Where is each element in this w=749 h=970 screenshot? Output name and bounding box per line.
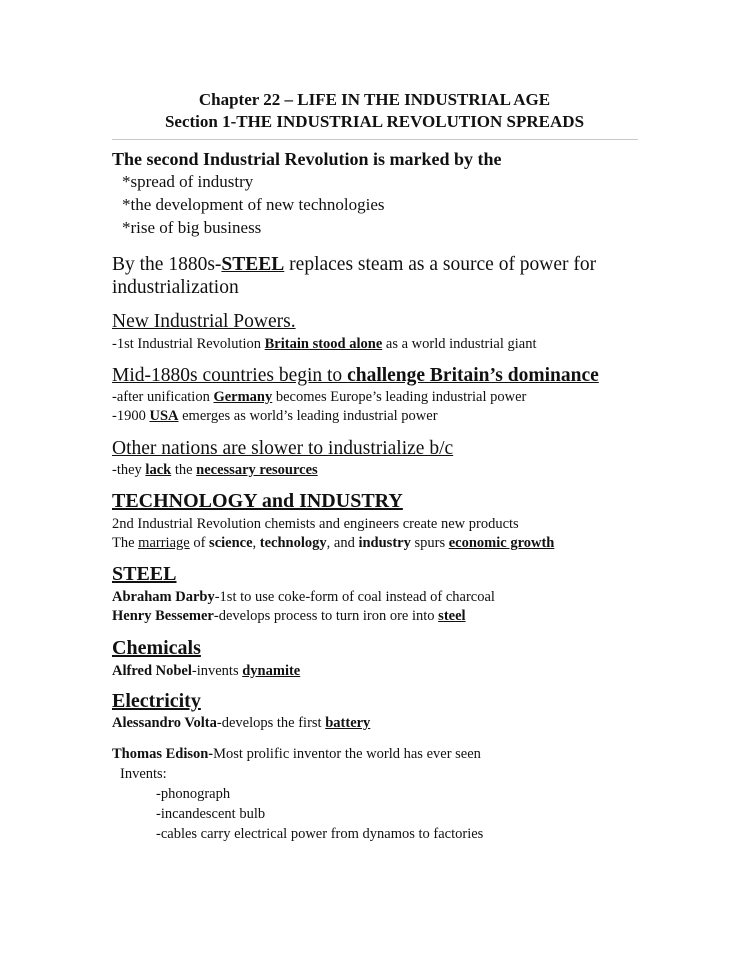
tech-comma: , [252,535,260,551]
dynamite-keyword: dynamite [242,663,301,679]
economic-growth-keyword: economic growth [448,535,555,551]
tech-and: , and [326,535,359,551]
nobel-text: -invents [191,663,243,679]
germany-line [112,389,526,406]
electricity-heading: Electricity [112,690,201,712]
usa-post: emerges as world’s leading industrial power [178,408,438,424]
germany-pre: -after unification [112,389,214,405]
germany-keyword: Germany [213,389,273,405]
mid1880s-heading-pre: Mid-1880s countries begin to [112,365,348,386]
edison-name: Thomas Edison- [112,746,214,762]
volta-line [112,715,370,732]
bessemer-name: Henry Bessemer [112,608,214,624]
other-nations-pre: -they [112,462,146,478]
steel-keyword-2: steel [438,608,466,624]
other-nations-heading: Other nations are slower to industrialize b/c [112,438,454,459]
usa-line [112,408,438,425]
chemicals-heading: Chemicals [112,637,201,659]
resources-keyword: necessary resources [196,462,318,478]
steel-paragraph-line1 [112,254,596,276]
science-keyword: science [209,535,253,551]
other-nations-mid: the [171,462,197,478]
edison-line [112,746,481,763]
tech-pre: The [112,535,139,551]
technology-line1: 2nd Industrial Revolution chemists and engineers create new products [112,516,519,532]
lack-keyword: lack [145,462,172,478]
britain-keyword: Britain stood alone [264,336,383,352]
technology-heading: TECHNOLOGY and INDUSTRY [112,490,403,512]
intro-heading: The second Industrial Revolution is marked by the [112,149,502,169]
usa-pre: -1900 [112,408,150,424]
volta-name: Alessandro Volta [112,715,217,731]
new-powers-post: as a world industrial giant [382,336,537,352]
nobel-name: Alfred Nobel [112,663,192,679]
steel-para-post: replaces steam as a source of power for [284,254,597,275]
mid1880s-heading [112,365,599,387]
germany-post: becomes Europe’s leading industrial power [272,389,527,405]
invention-item: -phonograph [156,786,231,802]
industry-keyword: industry [358,535,411,551]
section-title: Section 1-THE INDUSTRIAL REVOLUTION SPREADS [164,112,585,131]
intro-item: *spread of industry [122,172,254,191]
darby-name: Abraham Darby [112,589,215,605]
intro-item: *the development of new technologies [122,195,385,214]
steel-paragraph-line2: industrialization [112,277,239,298]
battery-keyword: battery [325,715,371,731]
challenge-keyword: challenge Britain’s dominance [347,365,599,386]
tech-spurs: spurs [410,535,449,551]
technology-keyword: technology [259,535,327,551]
new-powers-line [112,336,537,353]
steel-heading: STEEL [112,563,177,585]
bessemer-line [112,608,466,625]
other-nations-line [112,462,318,479]
header-divider [112,139,638,140]
darby-text: -1st to use coke-form of coal instead of charcoal [214,589,495,605]
steel-para-pre: By the 1880s- [112,254,222,275]
nobel-line [112,663,300,680]
new-powers-heading: New Industrial Powers. [112,311,296,332]
invention-item: -incandescent bulb [156,806,266,822]
technology-line2 [112,535,554,552]
invention-item: -cables carry electrical power from dynamos to factories [156,826,484,842]
chapter-title: Chapter 22 – LIFE IN THE INDUSTRIAL AGE [198,90,551,109]
edison-text: Most prolific inventor the world has ever seen [213,746,481,762]
invents-label: Invents: [120,766,167,782]
volta-text: -develops the first [216,715,326,731]
intro-item: *rise of big business [122,218,262,237]
new-powers-pre: -1st Industrial Revolution [112,336,265,352]
steel-keyword: STEEL [221,254,285,275]
darby-line [112,589,495,606]
usa-keyword: USA [149,408,179,424]
marriage-keyword: marriage [138,535,190,551]
tech-of: of [189,535,210,551]
bessemer-text: -develops process to turn iron ore into [213,608,439,624]
